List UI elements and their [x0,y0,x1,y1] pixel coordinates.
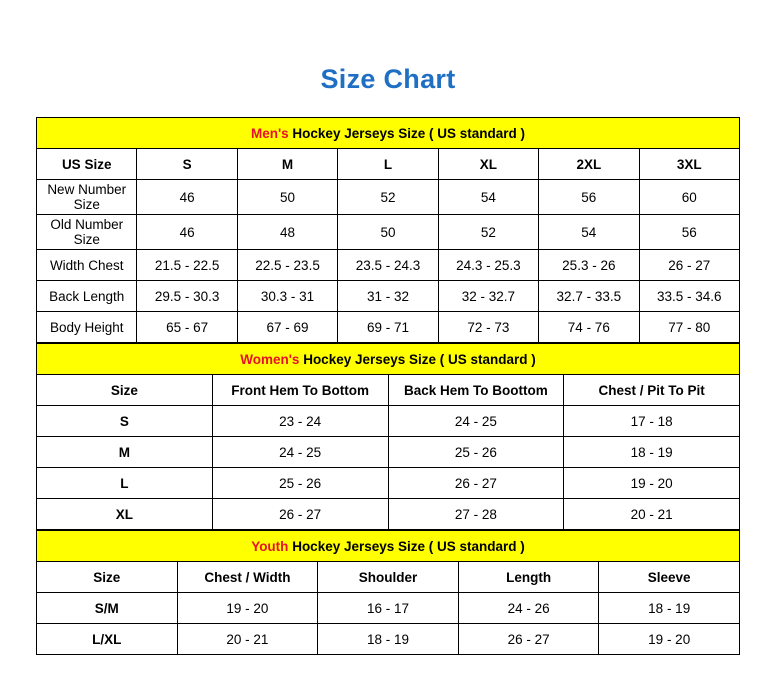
womens-section-heading [37,344,740,375]
womens-row-1-cell-2: 25 - 26 [388,437,564,468]
mens-row-1-cell-1: 46 [137,215,237,250]
mens-col-header-6: 3XL [639,149,739,180]
mens-row-3-cell-6: 33.5 - 34.6 [639,281,739,312]
womens-row-1-label: M [37,437,213,468]
womens-row-3-cell-2: 27 - 28 [388,499,564,530]
mens-row-0-cell-3: 52 [338,180,438,215]
youth-row-0-label: S/M [37,593,178,624]
womens-row-0-label: S [37,406,213,437]
mens-row-3-cell-3: 31 - 32 [338,281,438,312]
womens-row-1-cell-1: 24 - 25 [212,437,388,468]
mens-row-2-cell-4: 24.3 - 25.3 [438,250,538,281]
mens-row-4-cell-5: 74 - 76 [539,312,639,343]
table-row [37,250,740,281]
youth-row-1-cell-3: 26 - 27 [458,624,599,655]
womens-row-3-cell-1: 26 - 27 [212,499,388,530]
youth-row-0-cell-2: 16 - 17 [318,593,459,624]
table-header-row [37,375,740,406]
womens-row-2-cell-2: 26 - 27 [388,468,564,499]
mens-row-2-cell-2: 22.5 - 23.5 [237,250,337,281]
mens-row-4-cell-4: 72 - 73 [438,312,538,343]
youth-col-header-1: Chest / Width [177,562,318,593]
table-header-row [37,562,740,593]
womens-heading-accent: Women's [240,351,300,367]
womens-col-header-0: Size [37,375,213,406]
womens-col-header-3: Chest / Pit To Pit [564,375,740,406]
mens-col-header-3: L [338,149,438,180]
mens-row-1-cell-4: 52 [438,215,538,250]
youth-row-0-cell-1: 19 - 20 [177,593,318,624]
mens-row-4-cell-3: 69 - 71 [338,312,438,343]
mens-row-1-cell-5: 54 [539,215,639,250]
womens-row-3-label: XL [37,499,213,530]
mens-row-3-label: Back Length [37,281,137,312]
mens-row-3-cell-2: 30.3 - 31 [237,281,337,312]
mens-col-header-5: 2XL [539,149,639,180]
youth-col-header-0: Size [37,562,178,593]
youth-row-1-cell-2: 18 - 19 [318,624,459,655]
table-row [37,437,740,468]
mens-row-2-cell-5: 25.3 - 26 [539,250,639,281]
mens-size-table [36,117,740,343]
table-row [37,593,740,624]
mens-row-2-cell-6: 26 - 27 [639,250,739,281]
mens-row-1-cell-6: 56 [639,215,739,250]
mens-row-0-cell-4: 54 [438,180,538,215]
mens-row-4-label: Body Height [37,312,137,343]
mens-row-1-cell-2: 48 [237,215,337,250]
youth-col-header-2: Shoulder [318,562,459,593]
womens-row-0-cell-1: 23 - 24 [212,406,388,437]
womens-col-header-1: Front Hem To Bottom [212,375,388,406]
page-title: Size Chart [320,64,456,94]
mens-row-1-cell-3: 50 [338,215,438,250]
table-section-heading-row [37,344,740,375]
mens-row-0-cell-2: 50 [237,180,337,215]
table-header-row [37,149,740,180]
womens-row-2-label: L [37,468,213,499]
table-row [37,499,740,530]
mens-col-header-2: M [237,149,337,180]
size-chart-tables [36,117,740,655]
mens-row-3-cell-1: 29.5 - 30.3 [137,281,237,312]
youth-row-1-label: L/XL [37,624,178,655]
youth-section-heading [37,531,740,562]
table-row [37,468,740,499]
womens-row-0-cell-2: 24 - 25 [388,406,564,437]
mens-row-4-cell-2: 67 - 69 [237,312,337,343]
mens-col-header-4: XL [438,149,538,180]
mens-section-heading [37,118,740,149]
table-row [37,624,740,655]
mens-col-header-1: S [137,149,237,180]
mens-row-0-label: New Number Size [37,180,137,215]
youth-row-0-cell-3: 24 - 26 [458,593,599,624]
youth-heading-accent: Youth [251,538,289,554]
mens-row-0-cell-1: 46 [137,180,237,215]
table-row [37,406,740,437]
womens-row-2-cell-3: 19 - 20 [564,468,740,499]
youth-size-table [36,530,740,655]
womens-heading-rest: Hockey Jerseys Size ( US standard ) [299,351,536,367]
womens-row-2-cell-1: 25 - 26 [212,468,388,499]
mens-row-0-cell-5: 56 [539,180,639,215]
mens-row-1-label: Old Number Size [37,215,137,250]
mens-row-4-cell-1: 65 - 67 [137,312,237,343]
womens-size-table [36,343,740,530]
mens-row-2-cell-3: 23.5 - 24.3 [338,250,438,281]
womens-row-1-cell-3: 18 - 19 [564,437,740,468]
youth-row-1-cell-1: 20 - 21 [177,624,318,655]
mens-row-3-cell-4: 32 - 32.7 [438,281,538,312]
womens-row-0-cell-3: 17 - 18 [564,406,740,437]
youth-col-header-3: Length [458,562,599,593]
mens-row-2-cell-1: 21.5 - 22.5 [137,250,237,281]
mens-col-header-0: US Size [37,149,137,180]
mens-row-2-label: Width Chest [37,250,137,281]
womens-col-header-2: Back Hem To Boottom [388,375,564,406]
mens-row-4-cell-6: 77 - 80 [639,312,739,343]
mens-row-0-cell-6: 60 [639,180,739,215]
table-section-heading-row [37,118,740,149]
table-row [37,180,740,215]
youth-row-0-cell-4: 18 - 19 [599,593,740,624]
mens-row-3-cell-5: 32.7 - 33.5 [539,281,639,312]
youth-col-header-4: Sleeve [599,562,740,593]
womens-row-3-cell-3: 20 - 21 [564,499,740,530]
table-row [37,281,740,312]
mens-heading-rest: Hockey Jerseys Size ( US standard ) [288,125,526,141]
mens-heading-accent: Men's [250,125,289,141]
table-row [37,215,740,250]
youth-row-1-cell-4: 19 - 20 [599,624,740,655]
table-row [37,312,740,343]
youth-heading-rest: Hockey Jerseys Size ( US standard ) [288,538,525,554]
table-section-heading-row [37,531,740,562]
